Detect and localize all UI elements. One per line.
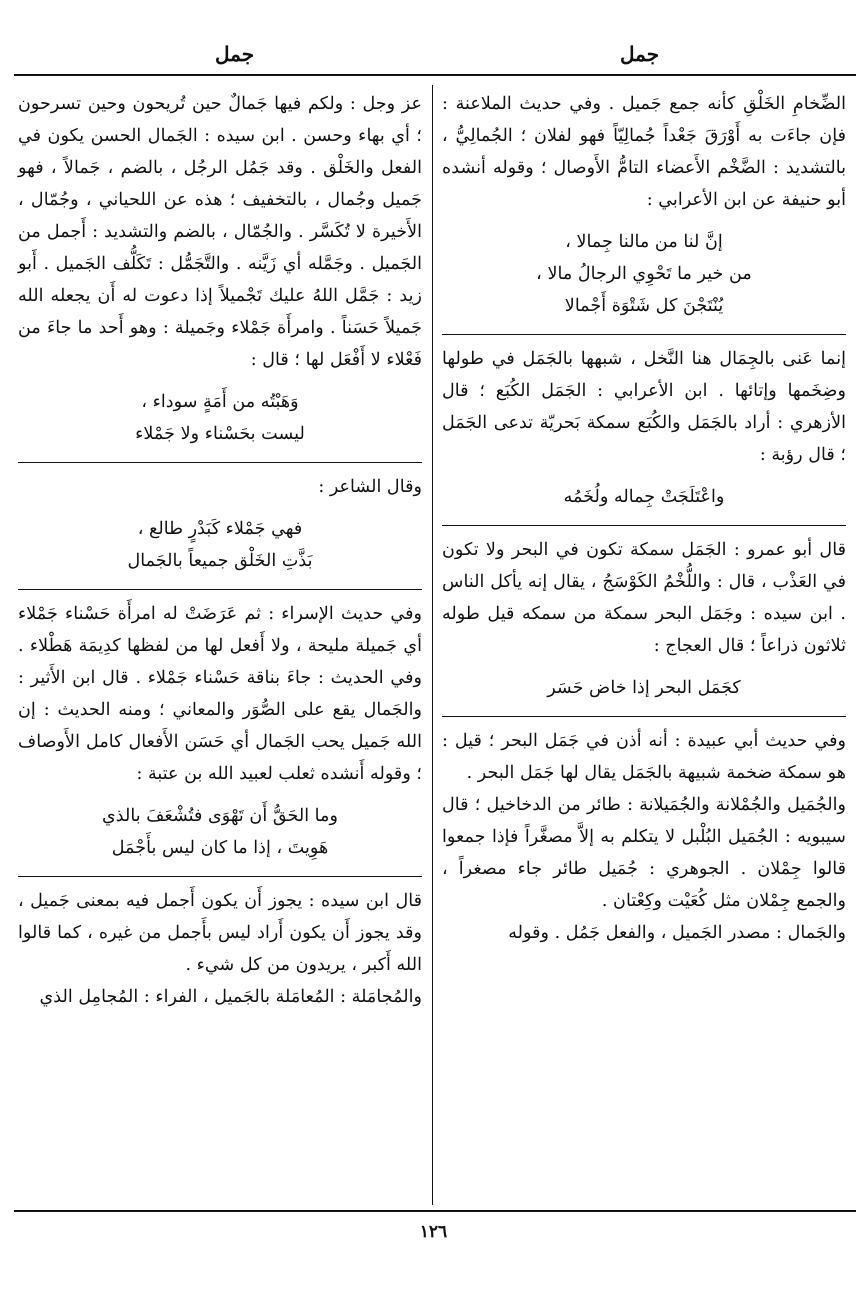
verse-line: يُنْتَجْنَ كل شَتْوَة أَجْمالا: [564, 296, 724, 317]
verse-line: فهي جَمْلاء كَبَدْرٍ طالع ،: [137, 519, 303, 540]
right-header-title: جمل: [620, 42, 660, 66]
verse-line: بَذَّتِ الخَلْق جميعاً بالجَمال: [127, 551, 313, 572]
verse-line: واعْتَلَجَتْ جِماله ولُخَمُه: [563, 487, 725, 508]
verse-line: من خير ما تَحْوِي الرجالُ مالا ،: [536, 264, 752, 285]
verse-line: ليست بحَسْناء ولا جَمْلاء: [135, 424, 305, 445]
verse-line: وما الحَقُّ أَن تَهْوَى فتُشْعَفَ بالذي: [102, 806, 338, 827]
verse-line: هَوِيتَ ، إذا ما كان ليس بأَجْمَل: [111, 838, 329, 859]
paragraph: إنما عَنى بالجِمَال هنا النَّخل ، شبهها بالجَمَل في طولها وضِخَمها وإتائها . ابن الأعرابي : الجَمَل الكُبَع ؛ قال الأزهري : أراد بالجَمَل والكُبَع سمكة بَحريّة تدعى الجَمَل ؛ قال رؤبة :: [442, 349, 846, 466]
section-separator: [18, 876, 422, 877]
paragraph: الضِّخامِ الخَلْقِ كأنه جمع جَميل . وفي حديث الملاعنة : فإن جاءَت به أَوْرَقَ جَعْداً جُمالِيّاً فهو لفلان ؛ الجُمالِيُّ ، بالتشديد : الضَّخْم الأَعضاء التامُّ الأَوصال ؛ وقوله أنشده أبو حنيفة عن ابن الأعرابي :: [442, 94, 846, 211]
section-separator: [18, 589, 422, 590]
paragraph: والجَمال : مصدر الجَميل ، والفعل جَمُل . وقوله: [508, 923, 846, 944]
paragraph: قال أبو عمرو : الجَمَل سمكة تكون في البحر ولا تكون في العَذْب ، قال : واللُّخْمُ الكَوْسَجُ ، يقال إنه يأكل الناس . ابن سيده : وجَمَل البحر سمكة من سمكه قيل طوله ثلاثون ذراعاً ؛ قال العجاج :: [442, 540, 846, 657]
bottom-rule: [14, 1210, 856, 1212]
left-header-title: جمل: [215, 42, 255, 66]
verse-line: كجَمَل البحر إذا خاض حَسَر: [547, 678, 741, 699]
paragraph: وفي حديث الإسراء : ثم عَرَضَتْ له امرأَة حَسْناء جَمْلاء أي جَميلة مليحة ، ولا أَفعل لها من لفظها كدِيمَة هَطْلاء . وفي الحديث : جاءَ بناقة حَسْناء جَمْلاء . قال ابن الأَثير : والجَمال يقع على الصُّوَر والمعاني ؛ ومنه الحديث : إن الله جَميل يحب الجَمال أي حَسَن الأَفعال كامل الأَوصاف ؛ وقوله أَنشده ثعلب لعبيد الله بن عتبة :: [18, 604, 422, 785]
section-separator: [442, 716, 846, 717]
verse-line: وَهَبْتُه من أَمَةٍ سوداء ،: [141, 392, 299, 413]
paragraph: والمُجامَلة : المُعامَلة بالجَميل ، الفراء : المُجامِل الذي: [39, 987, 422, 1008]
left-column: [18, 88, 422, 1013]
right-column: [442, 88, 846, 949]
verse-line: إنَّ لنا من مالنا جِمالا ،: [565, 232, 723, 253]
section-separator: [442, 334, 846, 335]
paragraph: وفي حديث أبي عبيدة : أنه أذن في جَمَل البحر ؛ قيل : هو سمكة ضخمة شبيهة بالجَمَل يقال لها جَمَل البحر .: [442, 731, 846, 784]
paragraph: قال ابن سيده : يجوز أَن يكون أَجمل فيه بمعنى جَميل ، وقد يجوز أَن يكون أَراد ليس بأَجمل من غيره ، كما قالوا الله أَكبر ، يريدون من كل شيء .: [18, 891, 422, 976]
section-separator: [442, 525, 846, 526]
paragraph: وقال الشاعر :: [318, 477, 422, 498]
top-rule: [14, 74, 856, 76]
paragraph: عز وجل : ولكم فيها جَمالٌ حين تُريحون وحين تسرحون ؛ أي بهاء وحسن . ابن سيده : الجَمال الحسن يكون في الفعل والخَلْق . وقد جَمُل الرجُل ، بالضم ، جَمالاً ، فهو جَميل وجُمال ، بالتخفيف ؛ هذه عن اللحياني ، وجُمّال ، الأَخيرة لا تُكَسَّر . والجُمّال ، بالضم والتشديد : أَجمل من الجَميل . وجَمَّله أي زَيَّنه . والتَّجَمُّل : تَكَلُّف الجَميل . أَبو زيد : جَمَّل اللهُ عليك تَجْميلاً إذا دعوت له أَن يجعله الله جَميلاً حَسَناً . وامرأَة جَمْلاء وجَميلة : وهو أَحد ما جاءَ من فَعْلاء لا أَفْعَل لها ؛ قال :: [18, 94, 422, 371]
paragraph: والجُمَيل والجُمْلانة والجُمَيلانة : طائر من الدخاخيل ؛ قال سيبويه : الجُمَيل البُلْبل لا يتكلم به إلاَّ مصغَّراً فإذا جمعوا قالوا جِمْلان . الجوهري : جُمَيل طائر جاء مصغراً ، والجمع جِمْلان مثل كُعَيْت وكِعْتان .: [442, 795, 846, 912]
section-separator: [18, 462, 422, 463]
column-divider: [432, 85, 433, 1205]
page-number: ١٢٦: [419, 1222, 448, 1242]
